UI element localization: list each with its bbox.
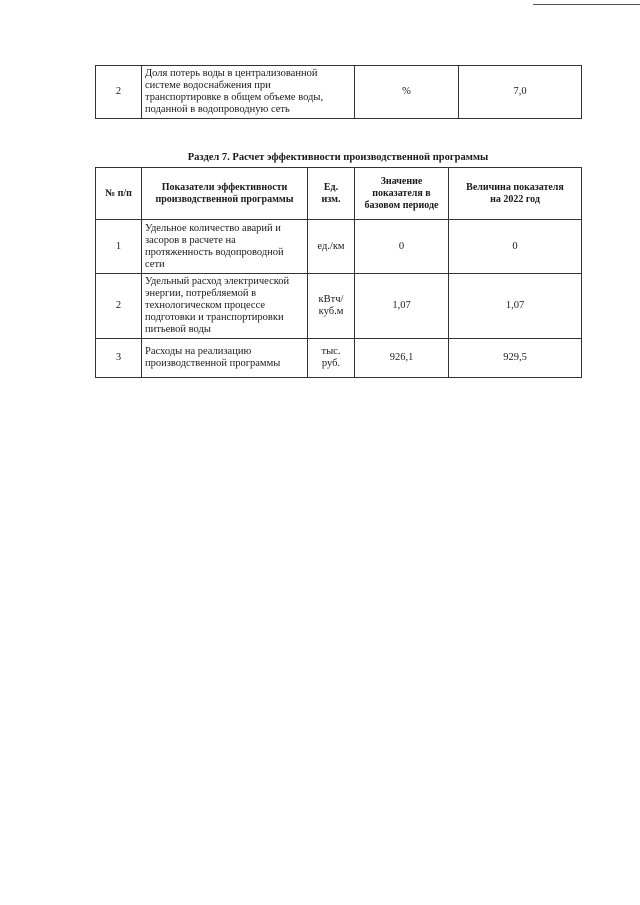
unit-line: ед./км — [317, 240, 345, 252]
value-cell: 7,0 — [459, 66, 582, 119]
header-num: № п/п — [96, 168, 142, 220]
unit-cell: % — [355, 66, 459, 119]
header-unit — [308, 168, 355, 220]
header-line: изм. — [321, 193, 341, 205]
unit-line: кВтч/ — [318, 294, 344, 305]
base-value-cell: 0 — [355, 220, 449, 274]
table-row — [96, 220, 582, 274]
indicator-line: Удельное количество аварий и — [145, 222, 281, 234]
header-line: Величина показателя — [466, 181, 564, 193]
header-year — [449, 168, 582, 220]
year-value-cell: 1,07 — [449, 274, 582, 339]
base-value-cell: 1,07 — [355, 274, 449, 339]
table-row — [96, 339, 582, 378]
unit-cell — [308, 220, 355, 274]
base-value-cell: 926,1 — [355, 339, 449, 378]
indicator-line: системе водоснабжения при — [145, 80, 271, 91]
header-indicator — [142, 168, 308, 220]
indicator-line: производственной программы — [145, 358, 281, 369]
indicator-name — [142, 220, 308, 274]
indicator-name — [142, 66, 355, 119]
indicator-line: транспортировке в общем объеме воды, — [145, 92, 324, 103]
indicator-line: Доля потерь воды в централизованной — [145, 68, 318, 79]
year-value-cell: 929,5 — [449, 339, 582, 378]
header-line: производственной программы — [155, 193, 294, 205]
table-row — [96, 66, 582, 119]
header-line: на 2022 год — [490, 193, 540, 205]
unit-cell — [308, 274, 355, 339]
header-line: Показатели эффективности — [161, 181, 288, 193]
efficiency-table — [95, 167, 582, 378]
water-loss-table — [95, 65, 582, 119]
indicator-line: поданной в водопроводную сеть — [145, 104, 290, 115]
year-value-cell: 0 — [449, 220, 582, 274]
scan-edge-line — [533, 4, 640, 5]
indicator-line: Расходы на реализацию — [145, 346, 252, 357]
unit-line: руб. — [321, 358, 341, 369]
indicator-line: подготовки и транспортировки — [145, 312, 284, 323]
indicator-line: питьевой воды — [145, 324, 211, 335]
header-line: Значение — [380, 175, 423, 187]
indicator-line: сети — [145, 258, 165, 270]
unit-line: куб.м — [318, 306, 344, 317]
indicator-name — [142, 339, 308, 378]
unit-line: тыс. — [321, 346, 341, 357]
indicator-name — [142, 274, 308, 339]
header-line: базовом периоде — [364, 199, 439, 211]
row-number: 1 — [96, 220, 142, 274]
indicator-line: Удельный расход электрической — [145, 276, 290, 287]
header-line: Ед. — [323, 181, 339, 193]
table-row — [96, 274, 582, 339]
indicator-line: протяженность водопроводной — [145, 246, 284, 258]
row-number: 3 — [96, 339, 142, 378]
header-line: показателя в — [372, 187, 431, 199]
header-row — [96, 168, 582, 220]
row-number: 2 — [96, 274, 142, 339]
section-title: Раздел 7. Расчет эффективности производственной программы — [187, 152, 489, 163]
row-number: 2 — [96, 66, 142, 119]
indicator-line: технологическом процессе — [145, 300, 266, 311]
indicator-line: засоров в расчете на — [145, 234, 236, 246]
unit-cell — [308, 339, 355, 378]
indicator-line: энергии, потребляемой в — [145, 288, 257, 299]
header-base — [355, 168, 449, 220]
